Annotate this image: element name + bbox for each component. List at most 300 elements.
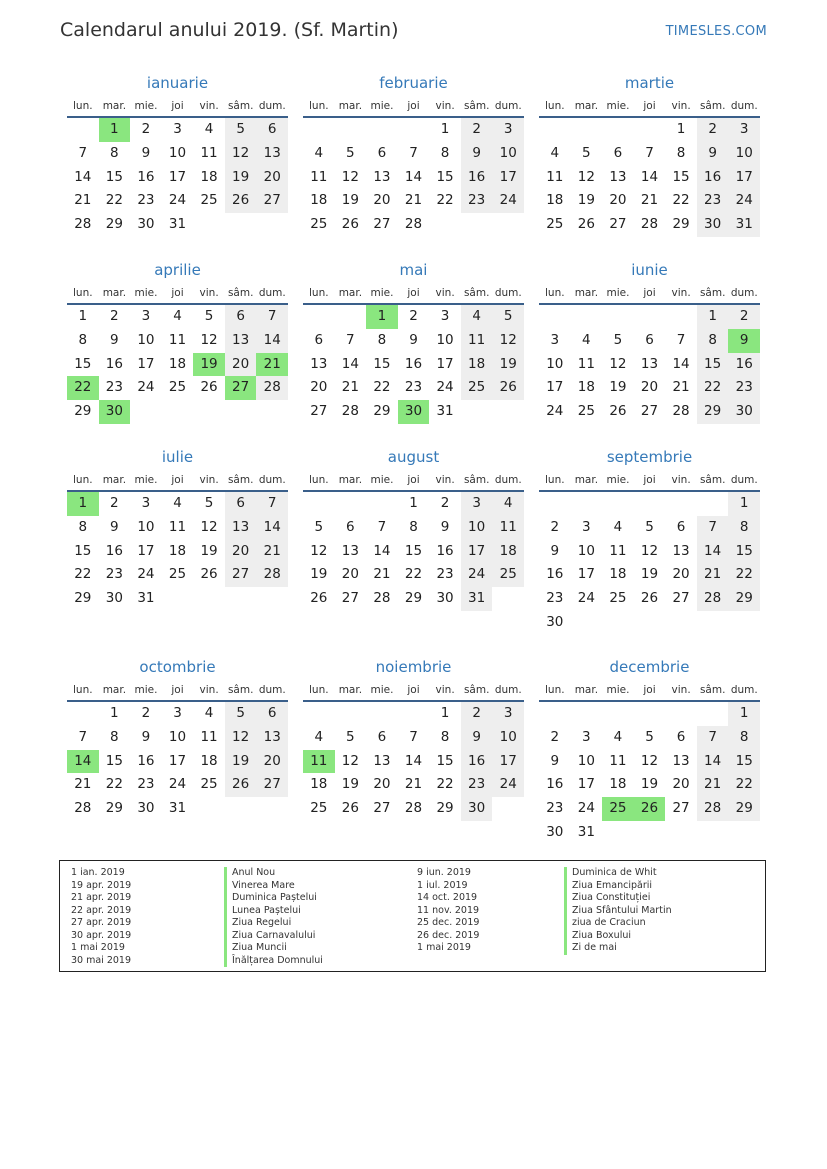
day-cell: 16	[728, 353, 760, 377]
brand-logo[interactable]: TIMESLES.COM	[665, 24, 767, 39]
day-cell: 28	[672, 403, 690, 420]
legend-holiday-name: Ziua Regelui	[224, 917, 323, 930]
day-cell: 4	[204, 121, 214, 137]
day-cell: 25	[492, 563, 524, 587]
day-cell: 21	[373, 566, 391, 583]
day-cell: 4	[613, 518, 623, 535]
day-cell: 12	[225, 726, 257, 750]
day-cell: 20	[373, 192, 391, 209]
day-cell: 19	[200, 542, 218, 559]
day-cell: 19	[310, 566, 328, 583]
day-cell: 9	[697, 142, 729, 166]
day-cell: 26	[577, 216, 595, 233]
legend-date: 26 dec. 2019	[417, 929, 480, 941]
empty-cell	[225, 400, 257, 424]
weekday-header	[539, 94, 760, 118]
weekday-label: lun.	[73, 287, 93, 299]
day-grid	[539, 305, 760, 424]
day-cell: 12	[609, 355, 627, 372]
day-cell: 1	[99, 118, 131, 142]
day-cell: 23	[105, 379, 123, 396]
day-cell: 8	[728, 516, 760, 540]
day-cell: 16	[105, 542, 123, 559]
day-cell: 19	[341, 192, 359, 209]
day-cell: 15	[672, 168, 690, 185]
day-cell: 25	[577, 403, 595, 420]
day-cell: 12	[492, 329, 524, 353]
day-cell: 19	[577, 192, 595, 209]
day-cell: 26	[225, 189, 257, 213]
day-cell: 15	[105, 168, 123, 185]
day-cell: 12	[341, 168, 359, 185]
day-cell: 14	[341, 355, 359, 372]
legend-holiday-name: Ziua Carnavalului	[224, 930, 323, 943]
empty-cell	[225, 213, 257, 237]
day-cell: 9	[728, 329, 760, 353]
day-cell: 1	[676, 121, 686, 137]
day-cell: 16	[137, 752, 155, 769]
empty-cell	[539, 305, 571, 329]
weekday-label: mie.	[370, 474, 394, 486]
weekday-label: sâm.	[227, 287, 254, 299]
day-cell: 18	[200, 168, 218, 185]
day-cell: 17	[492, 166, 524, 190]
day-cell: 20	[672, 776, 690, 793]
empty-cell	[303, 702, 335, 726]
day-cell: 18	[200, 752, 218, 769]
weekday-label: mie.	[370, 684, 394, 696]
day-cell: 13	[640, 355, 659, 372]
day-cell: 27	[672, 590, 690, 607]
legend-date: 1 mai 2019	[417, 942, 471, 953]
day-cell: 29	[373, 403, 391, 420]
day-cell: 15	[404, 542, 423, 559]
day-cell: 23	[461, 189, 493, 213]
day-cell: 9	[461, 726, 493, 750]
day-cell: 8	[110, 728, 119, 745]
weekday-label: sâm.	[699, 684, 726, 696]
day-cell: 23	[546, 590, 564, 607]
day-grid	[303, 118, 524, 237]
weekday-label: joi	[407, 474, 420, 486]
day-cell: 15	[728, 540, 760, 564]
day-cell: 13	[341, 542, 359, 559]
day-cell: 8	[697, 329, 729, 353]
day-cell: 6	[377, 728, 387, 745]
weekday-label: mar.	[338, 287, 363, 299]
day-cell: 14	[404, 752, 423, 769]
empty-cell	[398, 118, 430, 142]
day-cell: 24	[168, 192, 187, 209]
weekday-label: vin.	[199, 684, 219, 696]
day-cell: 30	[137, 216, 155, 233]
day-cell: 2	[409, 308, 418, 324]
day-cell: 20	[256, 750, 288, 774]
day-cell: 5	[204, 308, 214, 324]
day-cell: 31	[728, 213, 760, 237]
day-cell: 20	[672, 566, 690, 583]
day-cell: 12	[310, 542, 328, 559]
empty-cell	[697, 611, 729, 635]
day-cell: 26	[341, 216, 359, 233]
empty-cell	[634, 305, 666, 329]
day-grid	[539, 702, 760, 845]
day-cell: 8	[728, 726, 760, 750]
day-cell: 14	[640, 168, 659, 185]
day-cell: 4	[314, 728, 324, 745]
day-cell: 23	[404, 379, 423, 396]
day-cell: 2	[697, 118, 729, 142]
day-cell: 20	[609, 192, 627, 209]
day-cell: 17	[577, 776, 595, 793]
day-cell: 17	[492, 750, 524, 774]
day-cell: 21	[74, 192, 92, 209]
empty-cell	[602, 118, 634, 142]
day-cell: 25	[461, 376, 493, 400]
weekday-label: vin.	[435, 287, 455, 299]
month-name: martie	[624, 74, 675, 92]
day-cell: 5	[582, 144, 591, 161]
weekday-label: mar.	[102, 100, 127, 112]
month-name: octombrie	[139, 658, 216, 676]
empty-cell	[429, 213, 461, 237]
day-cell: 7	[78, 728, 88, 745]
day-cell: 20	[341, 566, 359, 583]
day-cell: 20	[310, 379, 328, 396]
weekday-label: sâm.	[227, 474, 254, 486]
month-name: mai	[399, 261, 428, 279]
day-cell: 27	[640, 403, 659, 420]
day-cell: 29	[728, 587, 760, 611]
weekday-header	[67, 281, 288, 305]
day-cell: 31	[461, 587, 493, 611]
day-cell: 3	[492, 702, 524, 726]
weekday-label: sâm.	[699, 287, 726, 299]
weekday-label: joi	[643, 100, 656, 112]
weekday-label: dum.	[730, 684, 758, 696]
day-cell: 28	[404, 216, 423, 233]
legend-date: 21 apr. 2019	[71, 892, 132, 903]
empty-cell	[67, 702, 99, 726]
empty-cell	[335, 492, 367, 516]
day-cell: 20	[373, 776, 391, 793]
day-cell: 3	[141, 495, 151, 511]
day-cell: 16	[105, 355, 123, 372]
day-cell: 14	[672, 355, 690, 372]
empty-cell	[256, 213, 288, 237]
page-title: Calendarul anului 2019. (Sf. Martin)	[60, 19, 399, 41]
day-cell: 25	[310, 216, 328, 233]
day-cell: 13	[225, 516, 257, 540]
weekday-label: lun.	[73, 684, 93, 696]
day-cell: 20	[225, 353, 257, 377]
day-cell: 30	[697, 213, 729, 237]
day-cell: 1	[67, 492, 99, 516]
legend-date: 9 iun. 2019	[417, 867, 471, 878]
day-cell: 17	[168, 168, 187, 185]
day-cell: 28	[373, 590, 391, 607]
day-cell: 3	[440, 308, 450, 324]
day-cell: 15	[728, 750, 760, 774]
legend-holiday-name: ziua de Craciun	[564, 917, 672, 930]
day-cell: 22	[74, 566, 92, 583]
day-cell: 3	[582, 728, 591, 745]
day-cell: 10	[137, 331, 155, 348]
day-cell: 8	[110, 144, 119, 161]
day-cell: 2	[141, 705, 151, 721]
day-cell: 21	[404, 192, 423, 209]
day-cell: 21	[256, 540, 288, 564]
day-cell: 21	[341, 379, 359, 396]
month-name: februarie	[379, 74, 448, 92]
month-noiembrie	[303, 656, 524, 821]
weekday-label: mar.	[338, 100, 363, 112]
day-cell: 18	[609, 566, 627, 583]
day-cell: 3	[173, 705, 182, 721]
day-cell: 4	[204, 705, 214, 721]
weekday-label: dum.	[730, 287, 758, 299]
day-cell: 4	[492, 492, 524, 516]
day-cell: 18	[461, 353, 493, 377]
day-cell: 28	[697, 587, 729, 611]
day-cell: 7	[697, 516, 729, 540]
day-cell: 29	[436, 800, 454, 817]
day-cell: 26	[200, 566, 218, 583]
empty-cell	[461, 213, 493, 237]
day-cell: 21	[256, 353, 288, 377]
day-cell: 2	[728, 305, 760, 329]
day-cell: 26	[200, 379, 218, 396]
day-cell: 6	[256, 118, 288, 142]
month-august	[303, 446, 524, 611]
weekday-label: mie.	[370, 100, 394, 112]
day-cell: 12	[225, 142, 257, 166]
day-cell: 28	[74, 216, 92, 233]
empty-cell	[571, 118, 603, 142]
day-cell: 8	[440, 728, 450, 745]
weekday-header	[303, 678, 524, 702]
day-cell: 2	[110, 308, 119, 324]
day-cell: 17	[137, 355, 155, 372]
day-cell: 13	[256, 142, 288, 166]
day-cell: 25	[168, 379, 187, 396]
day-cell: 1	[728, 492, 760, 516]
empty-cell	[665, 611, 697, 635]
day-cell: 2	[550, 728, 560, 745]
weekday-label: vin.	[199, 287, 219, 299]
legend-holiday-name: Zi de mai	[564, 942, 672, 955]
weekday-label: dum.	[258, 684, 286, 696]
day-cell: 7	[697, 726, 729, 750]
day-cell: 1	[110, 705, 119, 721]
day-cell: 16	[461, 166, 493, 190]
empty-cell	[634, 611, 666, 635]
day-cell: 13	[373, 168, 391, 185]
day-cell: 5	[645, 728, 654, 745]
day-cell: 13	[373, 752, 391, 769]
day-cell: 19	[609, 379, 627, 396]
empty-cell	[162, 400, 194, 424]
legend-date: 22 apr. 2019	[71, 904, 132, 916]
legend-holiday-name: Anul Nou	[224, 867, 323, 880]
legend-names-right	[564, 867, 672, 955]
day-cell: 30	[105, 590, 123, 607]
day-cell: 10	[728, 142, 760, 166]
day-cell: 10	[492, 726, 524, 750]
weekday-label: lun.	[73, 474, 93, 486]
empty-cell	[697, 492, 729, 516]
day-cell: 16	[436, 542, 454, 559]
day-cell: 16	[546, 776, 564, 793]
empty-cell	[602, 702, 634, 726]
weekday-header	[67, 94, 288, 118]
empty-cell	[539, 492, 571, 516]
weekday-label: sâm.	[463, 100, 490, 112]
weekday-label: mar.	[102, 474, 127, 486]
day-cell: 23	[137, 776, 155, 793]
empty-cell	[728, 821, 760, 845]
empty-cell	[665, 305, 697, 329]
day-cell: 24	[137, 566, 155, 583]
empty-cell	[492, 400, 524, 424]
weekday-label: joi	[171, 684, 184, 696]
day-cell: 30	[546, 613, 564, 630]
day-cell: 23	[461, 773, 493, 797]
day-cell: 3	[728, 118, 760, 142]
empty-cell	[571, 611, 603, 635]
day-cell: 5	[204, 495, 214, 511]
day-cell: 15	[105, 752, 123, 769]
legend-holiday-name: Duminica Paștelui	[224, 892, 323, 905]
day-cell: 1	[728, 702, 760, 726]
weekday-label: mie.	[134, 474, 158, 486]
empty-cell	[602, 821, 634, 845]
day-cell: 11	[168, 331, 187, 348]
day-cell: 6	[225, 305, 257, 329]
day-grid	[67, 305, 288, 424]
weekday-label: sâm.	[699, 100, 726, 112]
legend-date: 25 dec. 2019	[417, 917, 480, 928]
month-iulie	[67, 446, 288, 611]
legend-holiday-name: Ziua Sfântului Martin	[564, 905, 672, 918]
day-cell: 1	[440, 121, 450, 137]
day-cell: 30	[99, 400, 131, 424]
day-cell: 24	[492, 189, 524, 213]
day-cell: 9	[550, 542, 560, 559]
day-cell: 9	[141, 728, 151, 745]
day-cell: 12	[577, 168, 595, 185]
legend-date: 1 mai 2019	[71, 942, 125, 953]
weekday-header	[67, 468, 288, 492]
day-cell: 16	[697, 166, 729, 190]
month-name: ianuarie	[146, 74, 209, 92]
weekday-label: lun.	[309, 287, 329, 299]
day-cell: 6	[314, 331, 324, 348]
weekday-label: sâm.	[699, 474, 726, 486]
day-cell: 31	[436, 403, 454, 420]
empty-cell	[634, 118, 666, 142]
empty-cell	[539, 702, 571, 726]
day-cell: 28	[256, 563, 288, 587]
day-cell: 11	[609, 542, 627, 559]
legend-holiday-name: Lunea Paștelui	[224, 905, 323, 918]
legend-holiday-name: Ziua Boxului	[564, 930, 672, 943]
day-cell: 2	[461, 702, 493, 726]
weekday-label: dum.	[258, 474, 286, 486]
day-cell: 9	[461, 142, 493, 166]
day-cell: 1	[78, 308, 88, 324]
day-cell: 29	[697, 400, 729, 424]
day-cell: 17	[546, 379, 564, 396]
weekday-header	[539, 468, 760, 492]
day-cell: 20	[640, 379, 659, 396]
day-cell: 27	[373, 800, 391, 817]
empty-cell	[398, 702, 430, 726]
day-cell: 4	[550, 144, 560, 161]
empty-cell	[67, 118, 99, 142]
empty-cell	[366, 492, 398, 516]
weekday-label: lun.	[309, 684, 329, 696]
day-cell: 29	[105, 216, 123, 233]
day-cell: 28	[404, 800, 423, 817]
day-cell: 30	[546, 823, 564, 840]
day-cell: 31	[168, 216, 187, 233]
day-cell: 3	[582, 518, 591, 535]
day-cell: 2	[550, 518, 560, 535]
day-cell: 8	[440, 144, 450, 161]
day-cell: 25	[168, 566, 187, 583]
empty-cell	[130, 400, 162, 424]
day-cell: 6	[377, 144, 387, 161]
day-cell: 12	[200, 518, 218, 535]
weekday-label: joi	[643, 474, 656, 486]
day-cell: 13	[672, 542, 690, 559]
month-ianuarie	[67, 72, 288, 237]
weekday-label: mar.	[574, 287, 599, 299]
day-cell: 16	[546, 566, 564, 583]
legend-holiday-name: Ziua Constituției	[564, 892, 672, 905]
day-cell: 27	[341, 590, 359, 607]
day-cell: 10	[168, 728, 187, 745]
day-cell: 3	[141, 308, 151, 324]
legend-date: 27 apr. 2019	[71, 917, 132, 928]
day-grid	[67, 702, 288, 821]
day-cell: 2	[110, 495, 119, 511]
day-cell: 8	[78, 518, 88, 535]
day-cell: 5	[613, 331, 623, 348]
weekday-label: mie.	[606, 474, 630, 486]
day-cell: 1	[697, 305, 729, 329]
day-cell: 11	[609, 752, 627, 769]
day-cell: 26	[609, 403, 627, 420]
day-cell: 5	[314, 518, 324, 535]
day-cell: 4	[613, 728, 623, 745]
weekday-label: joi	[171, 287, 184, 299]
empty-cell	[634, 702, 666, 726]
empty-cell	[602, 492, 634, 516]
day-cell: 2	[141, 121, 151, 137]
holiday-legend	[59, 860, 766, 972]
day-cell: 30	[728, 400, 760, 424]
day-cell: 11	[200, 144, 218, 161]
month-martie	[539, 72, 760, 237]
day-cell: 10	[577, 752, 595, 769]
day-cell: 28	[697, 797, 729, 821]
day-cell: 12	[200, 331, 218, 348]
day-cell: 26	[634, 797, 666, 821]
day-cell: 23	[105, 566, 123, 583]
weekday-label: lun.	[545, 287, 565, 299]
